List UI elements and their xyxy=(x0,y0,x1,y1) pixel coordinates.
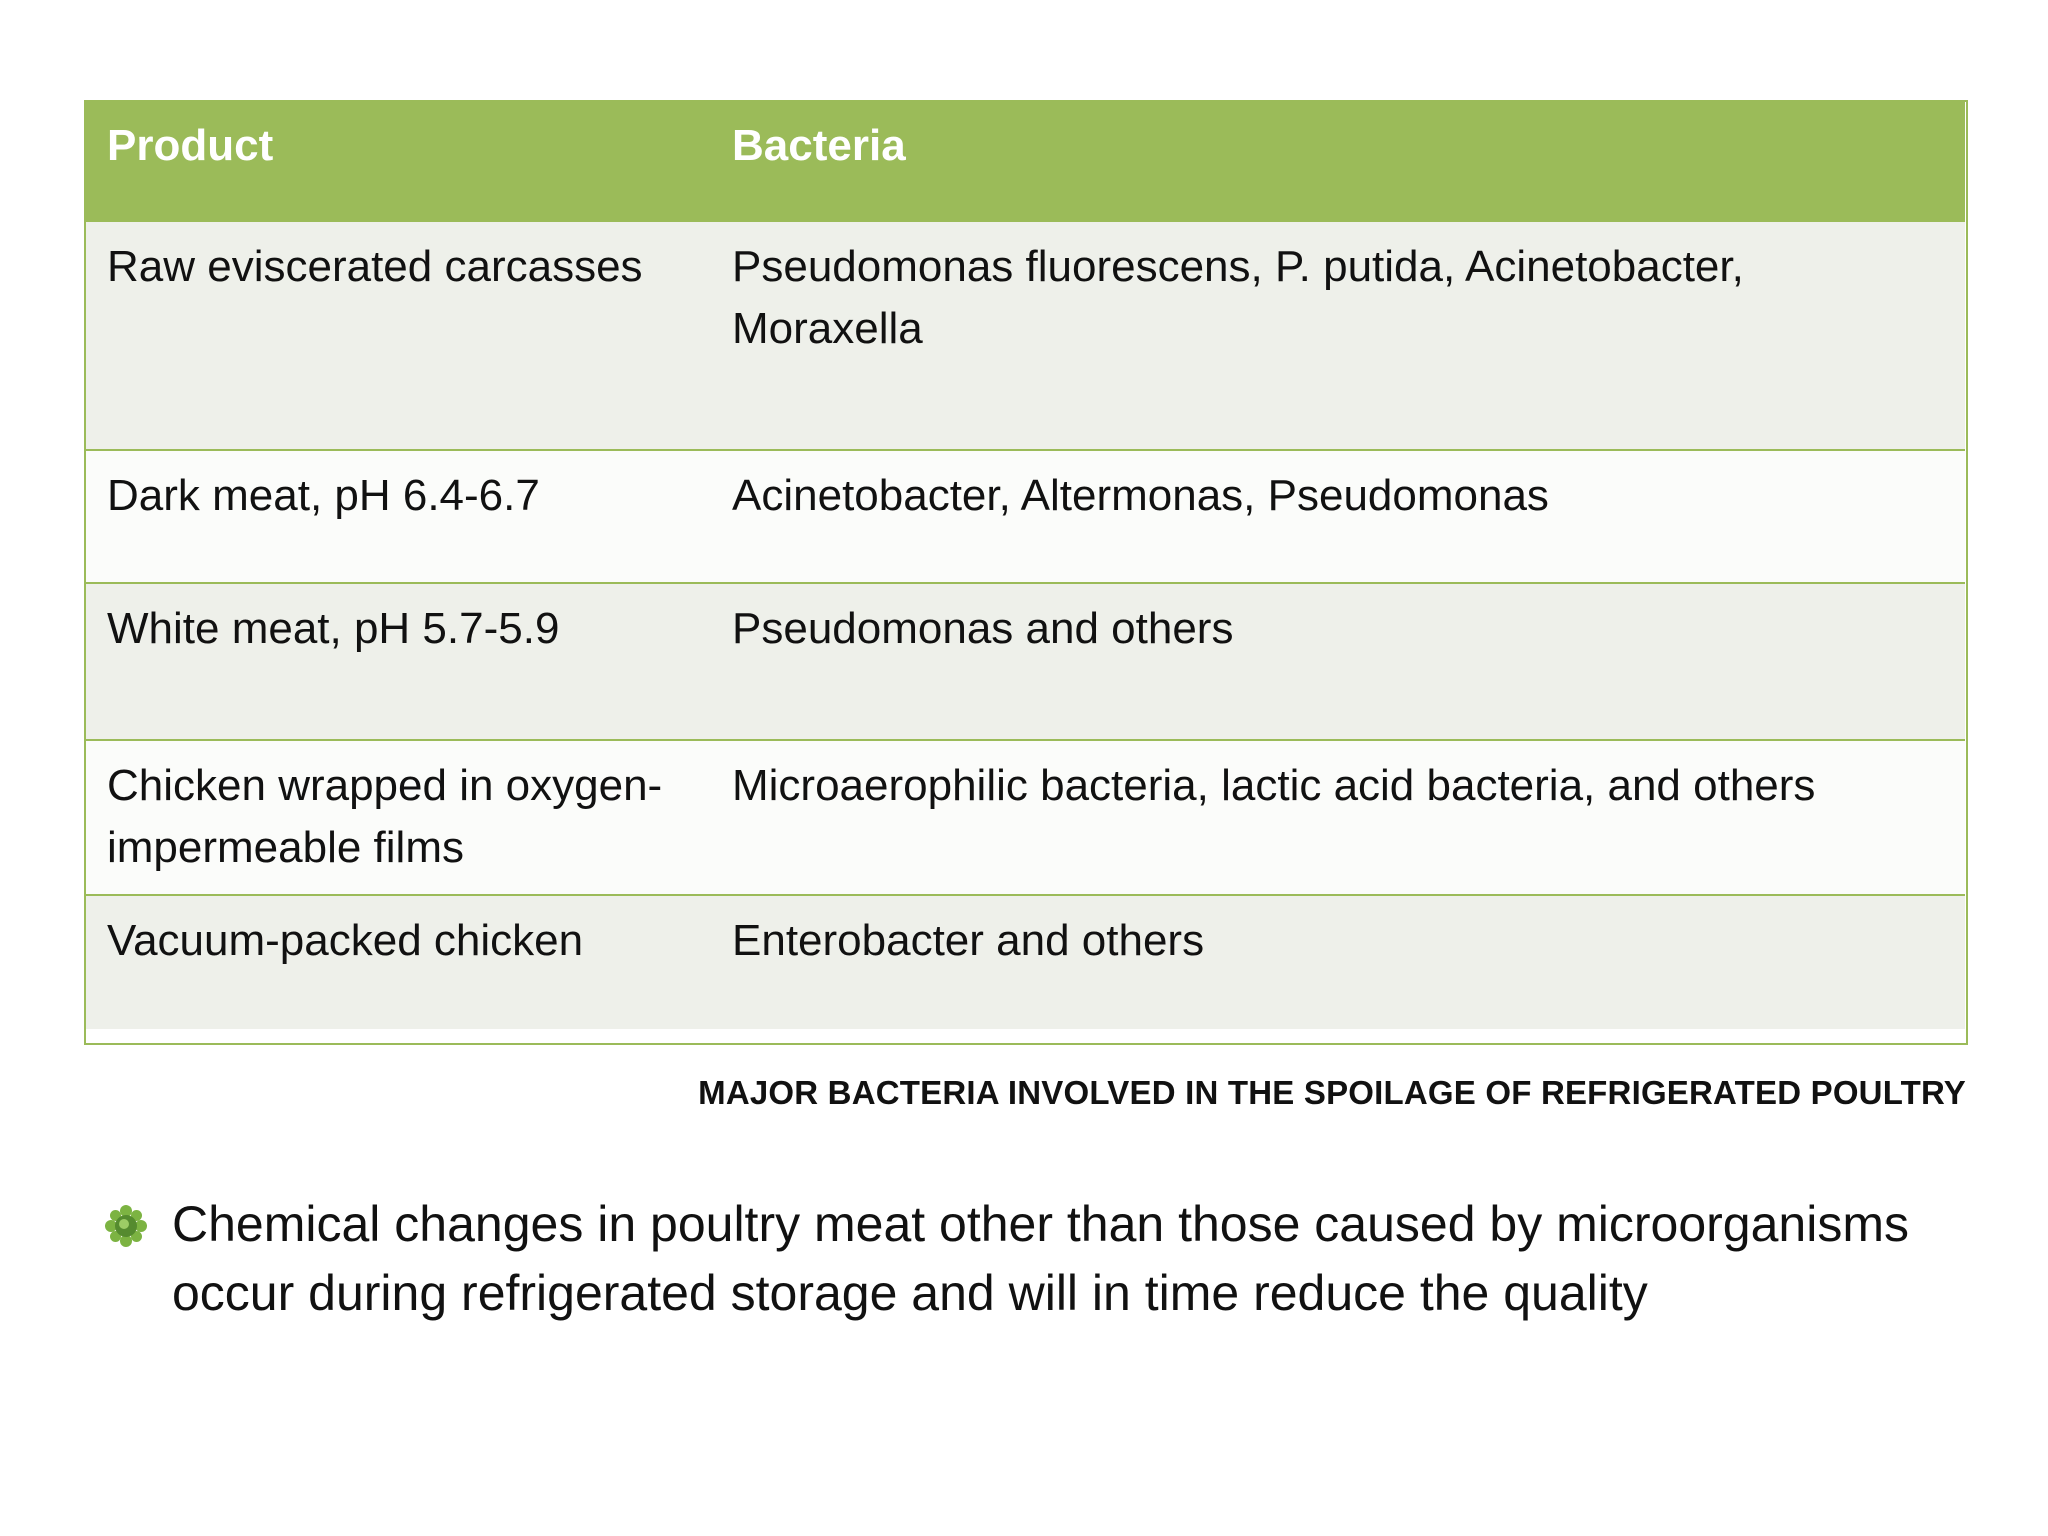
cell-product: Raw eviscerated carcasses xyxy=(85,221,710,450)
cell-bacteria: Pseudomonas and others xyxy=(710,583,1965,740)
header-product: Product xyxy=(85,101,710,221)
table-row xyxy=(85,221,1965,450)
cell-bacteria: Pseudomonas fluorescens, P. putida, Acinetobacter, Moraxella xyxy=(710,221,1965,450)
cell-product: Chicken wrapped in oxygen-impermeable films xyxy=(85,740,710,895)
table-header-row xyxy=(85,101,1965,221)
bacteria-table xyxy=(85,101,1965,1029)
green-flower-bullet-icon xyxy=(104,1204,148,1248)
cell-bacteria: Microaerophilic bacteria, lactic acid bacteria, and others xyxy=(710,740,1965,895)
cell-bacteria: Enterobacter and others xyxy=(710,895,1965,1029)
bullet-point xyxy=(100,1190,1980,1328)
bullet-text: Chemical changes in poultry meat other than those caused by microorganisms occur during refrigerated storage and will in time reduce the quality xyxy=(172,1196,1909,1321)
cell-product: Vacuum-packed chicken xyxy=(85,895,710,1029)
header-bacteria: Bacteria xyxy=(710,101,1965,221)
cell-bacteria: Acinetobacter, Altermonas, Pseudomonas xyxy=(710,450,1965,583)
table-row xyxy=(85,450,1965,583)
table-row xyxy=(85,740,1965,895)
table-row xyxy=(85,895,1965,1029)
table-caption: MAJOR BACTERIA INVOLVED IN THE SPOILAGE OF REFRIGERATED POULTRY xyxy=(698,1074,1966,1111)
table-row xyxy=(85,583,1965,740)
cell-product: Dark meat, pH 6.4-6.7 xyxy=(85,450,710,583)
cell-product: White meat, pH 5.7-5.9 xyxy=(85,583,710,740)
